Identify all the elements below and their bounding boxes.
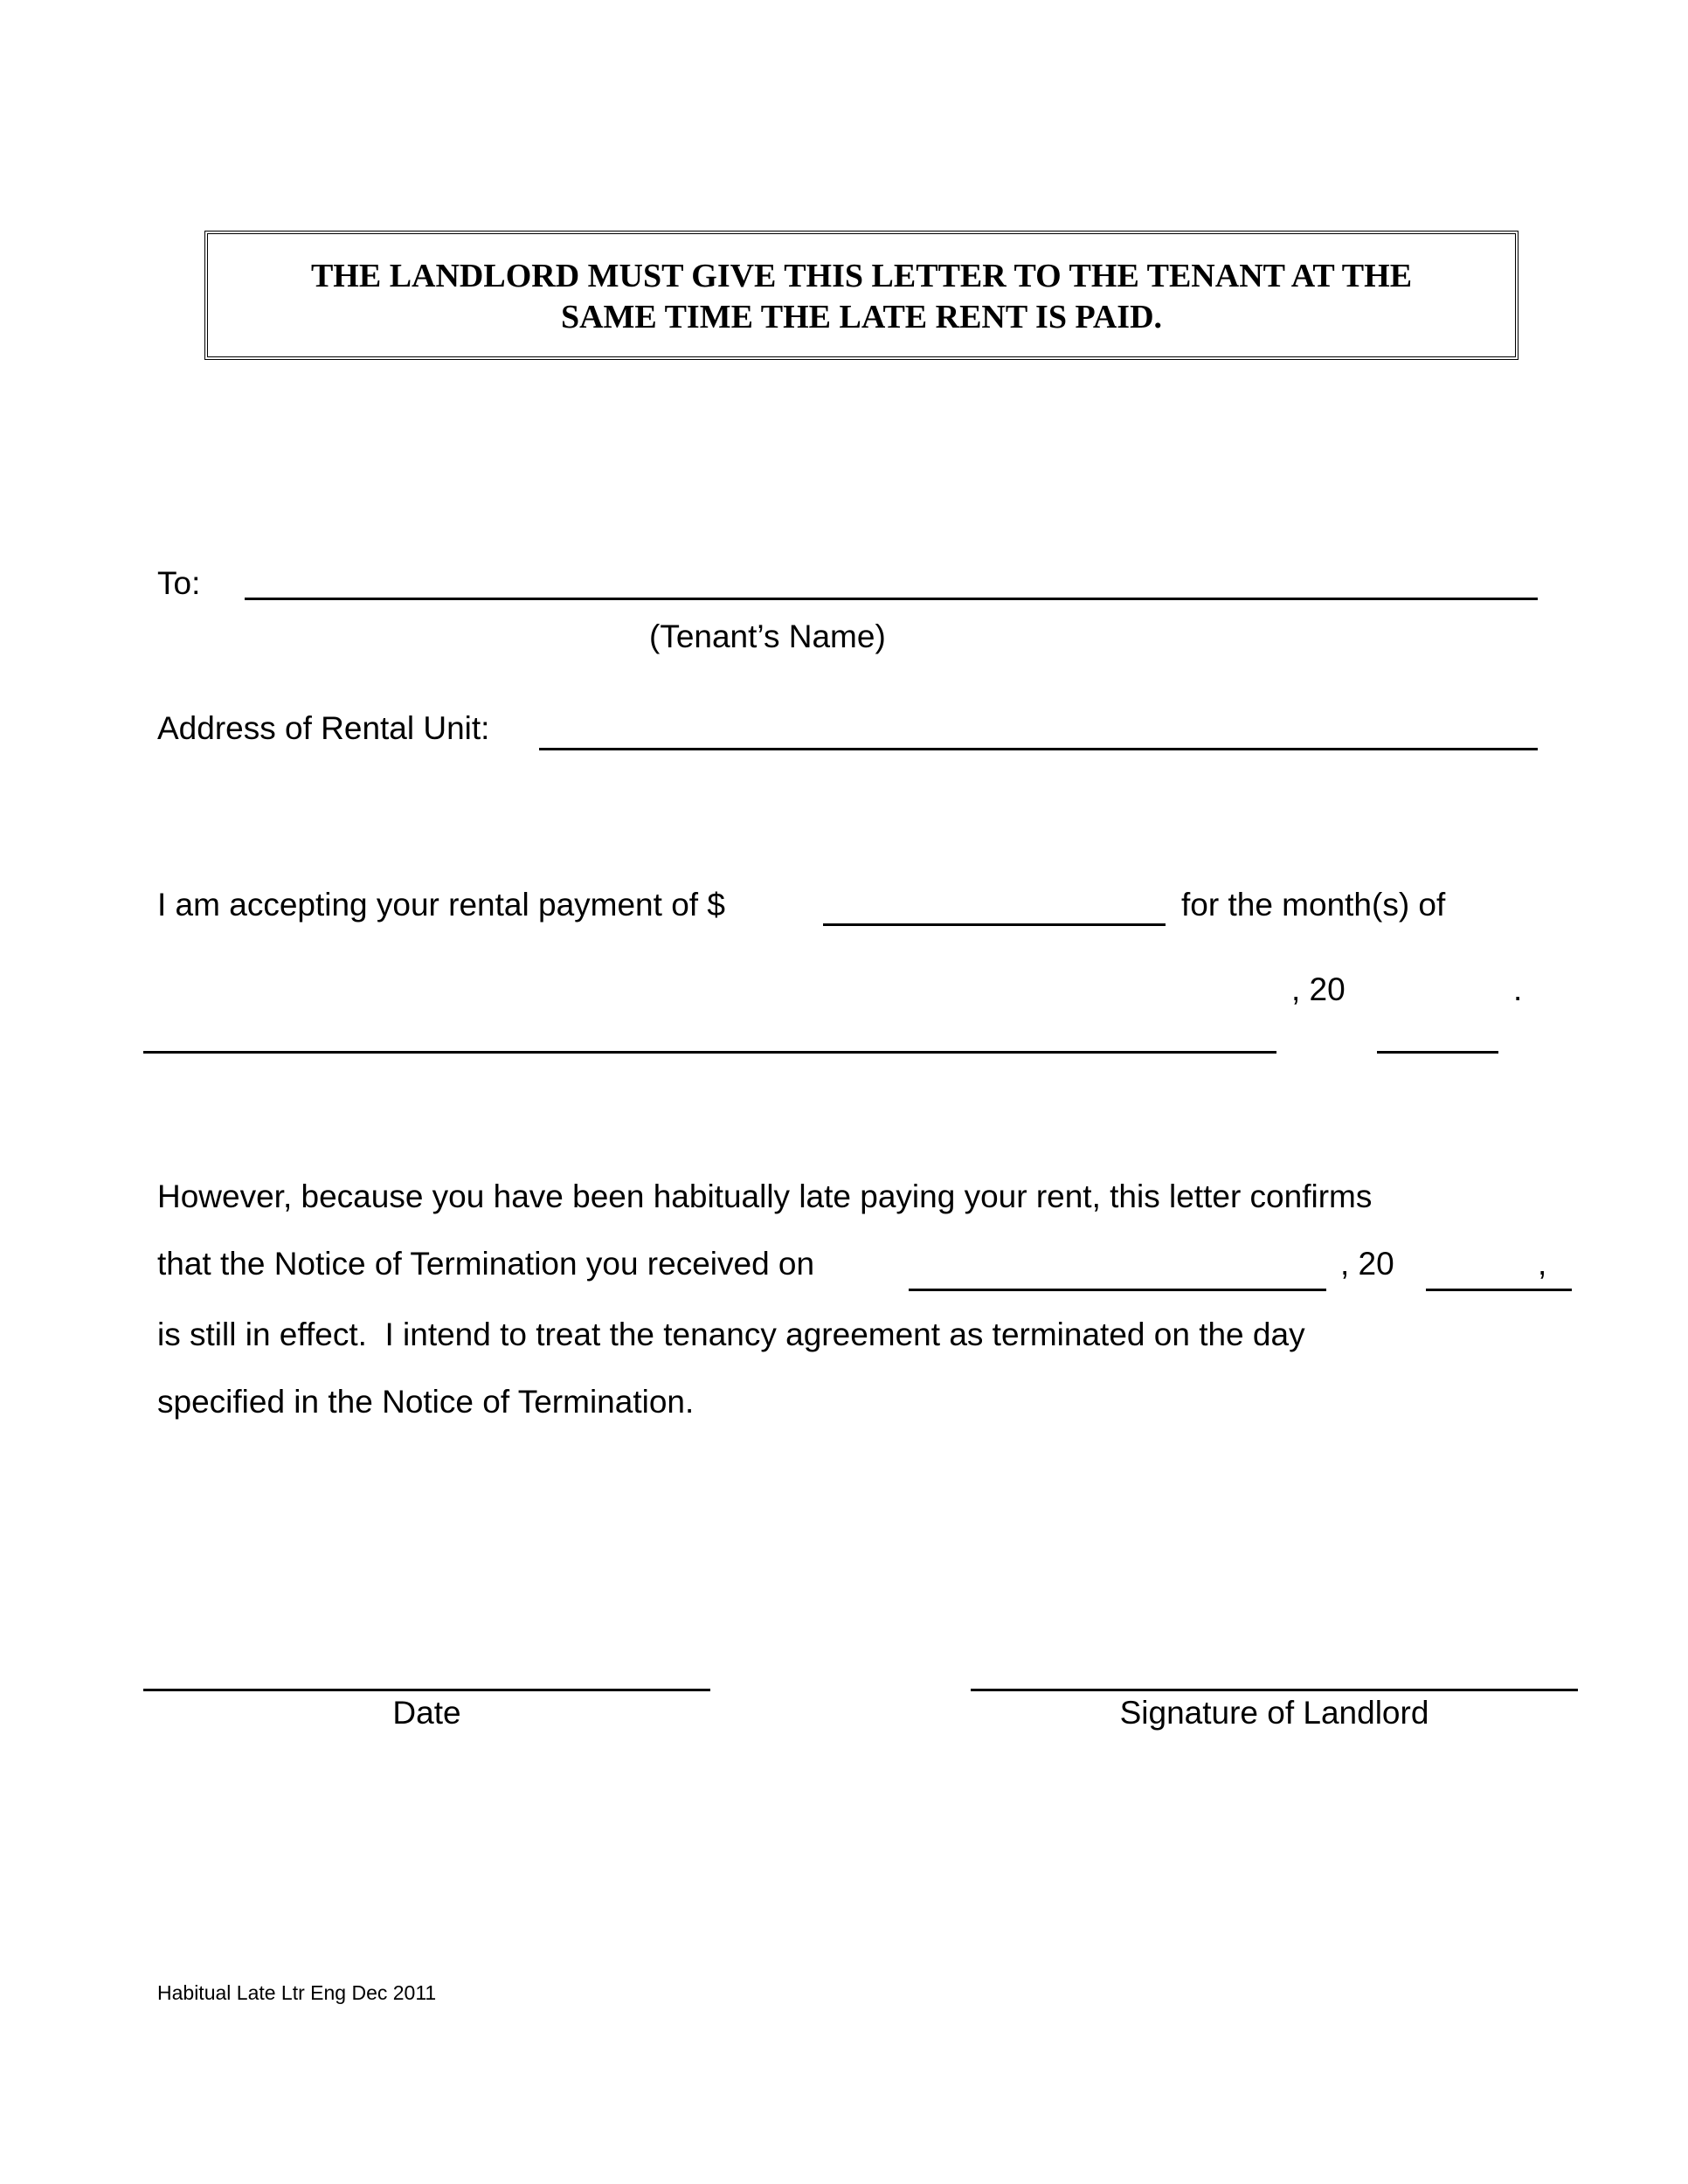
payment-year-field[interactable]	[1377, 1051, 1498, 1054]
termination-year-prefix: , 20	[1340, 1246, 1394, 1282]
address-field[interactable]	[539, 748, 1538, 750]
to-label: To:	[157, 565, 201, 601]
date-label: Date	[392, 1695, 461, 1731]
termination-end: ,	[1538, 1246, 1547, 1282]
payment-months-field[interactable]	[143, 1051, 1276, 1054]
payment-prefix: I am accepting your rental payment of $	[157, 887, 725, 923]
termination-year-field[interactable]	[1426, 1289, 1572, 1291]
footer-text: Habitual Late Ltr Eng Dec 2011	[157, 1981, 437, 2004]
payment-end: .	[1513, 971, 1523, 1007]
paragraph-line-1: However, because you have been habitually late paying your rent, this letter confirms	[157, 1178, 1373, 1214]
landlord-signature-label: Signature of Landlord	[1119, 1695, 1429, 1731]
paragraph-line-2: that the Notice of Termination you received on	[157, 1246, 815, 1282]
payment-suffix: for the month(s) of	[1181, 887, 1446, 923]
termination-date-field[interactable]	[909, 1289, 1326, 1291]
paragraph-line-3: is still in effect. I intend to treat the tenancy agreement as terminated on the day	[157, 1317, 1305, 1352]
landlord-signature-field[interactable]	[971, 1689, 1578, 1691]
notice-box	[204, 231, 1519, 360]
notice-line-1: THE LANDLORD MUST GIVE THIS LETTER TO THE TENANT AT THE	[310, 258, 1413, 294]
paragraph-line-4: specified in the Notice of Termination.	[157, 1384, 695, 1420]
address-label: Address of Rental Unit:	[157, 710, 490, 746]
payment-amount-field[interactable]	[823, 923, 1166, 926]
payment-year-prefix: , 20	[1291, 971, 1346, 1007]
date-signature-field[interactable]	[143, 1689, 710, 1691]
tenant-name-field[interactable]	[245, 598, 1538, 600]
notice-line-2: SAME TIME THE LATE RENT IS PAID.	[560, 299, 1163, 335]
tenant-name-caption: (Tenant’s Name)	[649, 619, 886, 654]
